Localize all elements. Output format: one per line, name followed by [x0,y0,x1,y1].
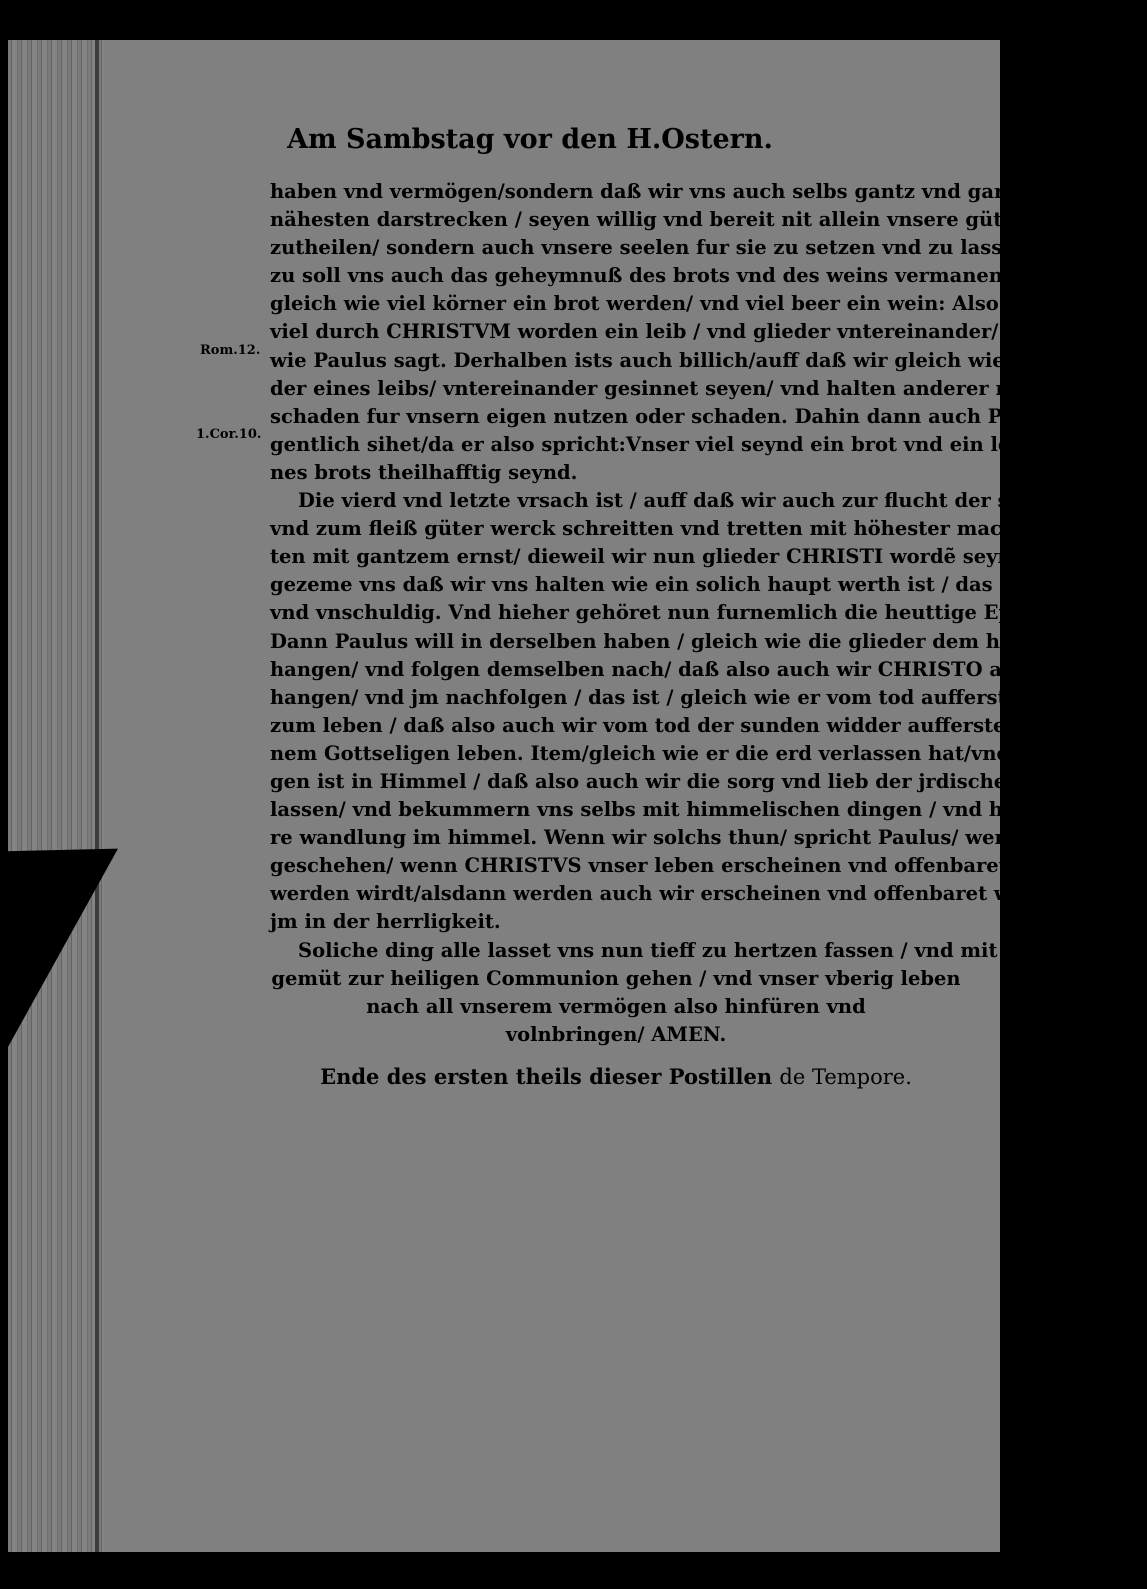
text-line: nach all vnserem vermögen also hinfüren vnd [366,994,866,1018]
colophon-roman: de Tempore. [779,1065,912,1089]
text-line: gezeme vns daß wir vns halten wie ein solich haupt werth ist / das ist / heilig [270,573,1110,597]
colophon-blackletter: Ende des ersten theils dieser Postillen [320,1064,773,1089]
text-line: nem Gottseligen leben. Item/gleich wie er die erd verlassen hat/vnd auffgesti, [270,741,1120,765]
text-line: geschehen/ wenn CHRISTVS vnser leben erscheinen vnd offenbaret [270,854,1008,878]
text-line: hangen/ vnd jm nachfolgen / das ist / gleich wie er vom tod aufferstanden ist [270,685,1108,709]
margin-note-rom: Rom.12. [200,343,261,358]
margin-note-cor: 1.Cor.10. [196,427,262,442]
text-line: vnd vnschuldig. Vnd hieher gehöret nun furnemlich die heuttige Epistel. [270,601,1067,625]
text-line: Dann Paulus will in derselben haben / gleich wie die glieder dem haupt an, [270,629,1090,653]
scan-bottom-border [0,1552,1000,1589]
end-of-part-colophon [270,1064,962,1089]
text-line: Soliche ding alle lasset vns nun tieff zu hertzen fassen / vnd mit solichem [298,938,1103,962]
text-line: gentlich sihet/da er also spricht:Vnser viel seynd ein brot vnd ein leib/die wir ei, [270,432,1147,456]
text-line: jm in der herrligkeit. [270,910,501,934]
scan-noise [540,26,660,40]
text-line: zum leben / daß also auch wir vom tod der sunden widder aufferstehen zu ei, [270,713,1112,737]
text-line: re wandlung im himmel. Wenn wir solchs thun/ spricht Paulus/ werde es [270,826,1061,850]
binding-gutter [8,40,104,1552]
text-line: zu soll vns auch das geheymnuß des brots vnd des weins vermanen. Dann [270,264,1075,288]
text-line: nähesten darstrecken / seyen willig vnd bereit nit allein vnsere güter jnen mit, [270,208,1131,232]
text-line: gemüt zur heiligen Communion gehen / vnd vnser vberig leben [271,966,961,990]
text-line: hangen/ vnd folgen demselben nach/ daß also auch wir CHRISTO an, [270,657,1023,681]
text-line: der eines leibs/ vntereinander gesinnet seyen/ vnd halten anderer nutzen oder [270,376,1127,400]
text-line: zutheilen/ sondern auch vnsere seelen fur sie zu setzen vnd zu lassen. Vnd dar, [270,236,1135,260]
text-line: werden wirdt/alsdann werden auch wir erscheinen vnd offenbaret werdẽ mit [270,882,1104,906]
page-header: Am Sambstag vor den H.Ostern. [287,124,773,155]
gutter-edge [95,40,99,1552]
text-line: Die vierd vnd letzte vrsach ist / auff daß wir auch zur flucht der sunden/ [298,489,1085,513]
text-line: schaden fur vnsern eigen nutzen oder schaden. Dahin dann auch Paulus ei, [270,404,1095,428]
text-line: viel durch CHRISTVM worden ein leib / vnd glieder vntereinander/ [270,320,999,344]
body-text [270,178,1147,1049]
text-line: ten mit gantzem ernst/ dieweil wir nun glieder CHRISTI wordẽ seynd/ [270,545,1033,569]
text-line: volnbringen/ AMEN. [505,1022,727,1046]
text-line: gleich wie viel körner ein brot werden/ vnd viel beer ein wein: Also seynd vnser [270,292,1135,316]
text-line: wie Paulus sagt. Derhalben ists auch billich/auff daß wir gleich wie die glie, [270,348,1100,372]
text-line: gen ist in Himmel / daß also auch wir die sorg vnd lieb der jrdischen ding ver, [270,769,1123,793]
text-line: haben vnd vermögen/sondern daß wir vns auch selbs gantz vnd gar vnseren [270,180,1097,203]
text-line: lassen/ vnd bekummern vns selbs mit himmelischen dingen / vnd haben vnse, [270,798,1119,822]
text-line: nes brots theilhafftig seynd. [270,460,578,484]
text-line: vnd zum fleiß güter werck schreitten vnd tretten mit höhester macht/ betrach, [270,517,1130,541]
